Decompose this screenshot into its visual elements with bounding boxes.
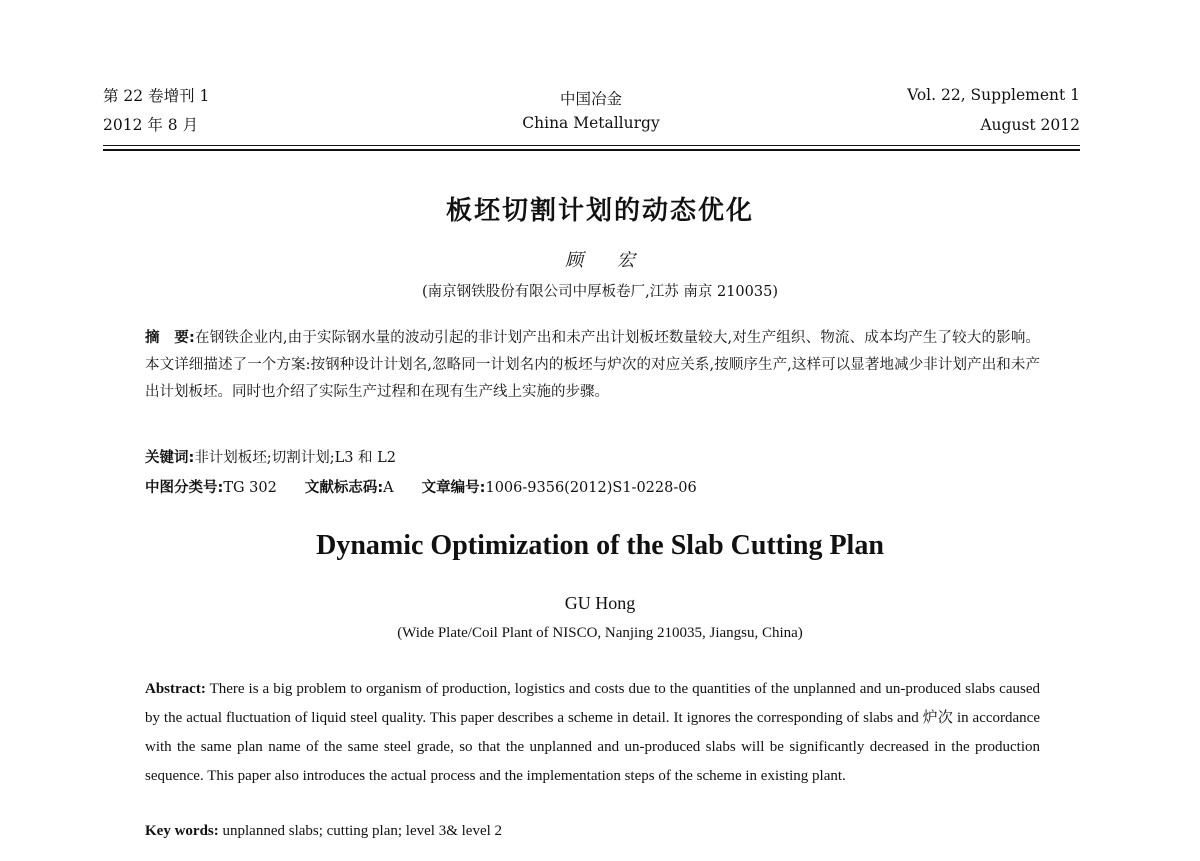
- journal-name-en: China Metallurgy: [522, 114, 660, 132]
- clc-value: TG 302: [223, 480, 277, 496]
- abstract-en: [145, 675, 1040, 791]
- abstract-cn-label: 摘 要:: [145, 330, 195, 346]
- author-en: GU Hong: [564, 593, 636, 613]
- header-rule-thin: [103, 145, 1080, 146]
- doc-code-value: A: [383, 480, 394, 496]
- journal-date-en: August 2012: [980, 116, 1080, 134]
- keywords-cn-label: 关键词:: [145, 450, 195, 466]
- abstract-en-label: Abstract:: [145, 681, 206, 697]
- keywords-cn: [145, 447, 1040, 469]
- abstract-cn-text: 在钢铁企业内,由于实际钢水量的波动引起的非计划产出和未产出计划板坯数量较大,对生产组织、物流、成本均产生了较大的影响。本文详细描述了一个方案:按钢种设计计划名,忽略同一计划名内的板坯与炉次的对应关系,按顺序生产,这样可以显著地减少非计划产出和未产出计划板坯。同时也介绍了实际生产过程和在现有生产线上实施的步骤。: [145, 330, 1040, 400]
- keywords-en: [145, 820, 1040, 842]
- journal-volume-en: Vol. 22, Supplement 1: [907, 86, 1080, 104]
- clc-label: 中图分类号:: [145, 480, 224, 496]
- affiliation-cn: (南京钢铁股份有限公司中厚板卷厂,江苏 南京 210035): [422, 284, 778, 300]
- keywords-en-text: unplanned slabs; cutting plan; level 3& level 2: [222, 823, 503, 839]
- doc-code-label: 文献标志码:: [304, 480, 384, 496]
- journal-volume-cn: 第 22 卷增刊 1: [103, 87, 210, 105]
- keywords-en-label: Key words:: [145, 823, 219, 839]
- affiliation-en: (Wide Plate/Coil Plant of NISCO, Nanjing 210035, Jiangsu, China): [397, 625, 803, 641]
- article-no-label: 文章编号:: [421, 480, 486, 496]
- classification-line: [145, 477, 1040, 499]
- author-cn: 顾 宏: [565, 250, 649, 271]
- abstract-cn: [145, 325, 1040, 406]
- journal-date-cn: 2012 年 8 月: [103, 116, 199, 134]
- keywords-cn-text: 非计划板坯;切割计划;L3 和 L2: [194, 450, 397, 466]
- paper-title-en: Dynamic Optimization of the Slab Cutting Plan: [316, 530, 884, 561]
- article-no-value: 1006-9356(2012)S1-0228-06: [485, 480, 697, 496]
- paper-title-cn: 板坯切割计划的动态优化: [445, 196, 754, 226]
- header-rule-thick: [103, 149, 1080, 151]
- journal-name-cn: 中国冶金: [559, 90, 622, 108]
- abstract-en-text: There is a big problem to organism of production, logistics and costs due to the quantities of the unplanned and un-produced slabs caused by the actual fluctuation of liquid steel quality. This paper describes a scheme in detail. It ignores the corresponding of slabs and 炉次 in accordance with the same plan name of the same steel grade, so that the unplanned and un-produced slabs will be significantly decreased in the production sequence. This paper also introduces the actual process and the implementation steps of the scheme in existing plant.: [145, 681, 1040, 784]
